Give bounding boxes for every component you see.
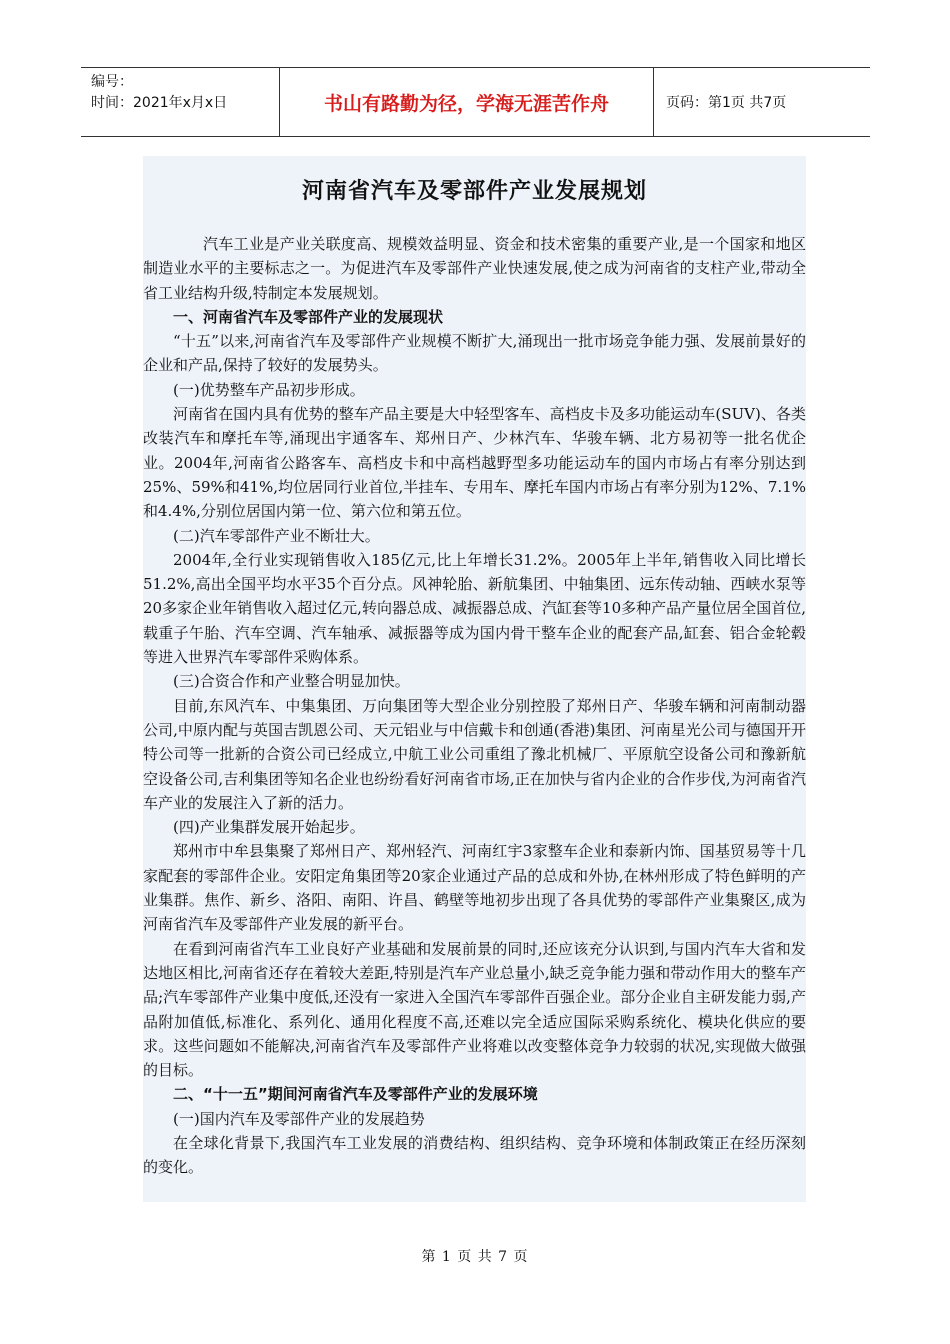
document-body	[143, 232, 806, 1180]
body-paragraph: 在看到河南省汽车工业良好产业基础和发展前景的同时,还应该充分认识到,与国内汽车大省和发达地区相比,河南省还存在着较大差距,特别是汽车产业总量小,缺乏竞争能力强和带动作用大的整车产品;汽车零部件产业集中度低,还没有一家进入全国汽车零部件百强企业。部分企业自主研发能力弱,产品附加值低,标准化、系列化、通用化程度不高,还难以完全适应国际采购系统化、模块化供应的要求。这些问题如不能解决,河南省汽车及零部件产业将难以改变整体竞争力较弱的状况,实现做大做强的目标。	[143, 939, 806, 1080]
date-label: 时间：2021年x月x日	[91, 95, 228, 111]
subsection-heading: (二)汽车零部件产业不断壮大。	[173, 526, 380, 545]
page-footer: 第 1 页 共 7 页	[421, 1249, 529, 1265]
body-paragraph: 河南省在国内具有优势的整车产品主要是大中轻型客车、高档皮卡及多功能运动车(SUV)、各类改装汽车和摩托车等,涌现出宇通客车、郑州日产、少林汽车、华骏车辆、北方易初等一批名优企业。2004年,河南省公路客车、高档皮卡和中高档越野型多功能运动车的国内市场占有率分别达到25%、59%和41%,均位居同行业首位,半挂车、专用车、摩托车国内市场占有率分别为12%、7.1%和4.4%,分别位居国内第一位、第六位和第五位。	[143, 405, 806, 521]
document-content	[143, 156, 806, 1202]
body-paragraph: 2004年,全行业实现销售收入185亿元,比上年增长31.2%。2005年上半年,销售收入同比增长51.2%,高出全国平均水平35个百分点。风神轮胎、新航集团、中轴集团、远东传动轴、西峡水泵等20多家企业年销售收入超过亿元,转向器总成、减振器总成、汽缸套等10多种产品产量位居全国首位,载重子午胎、汽车空调、汽车轴承、减振器等成为国内骨干整车企业的配套产品,缸套、铝合金轮毂等进入世界汽车零部件采购体系。	[143, 550, 806, 667]
subsection-heading: (一)国内汽车及零部件产业的发展趋势	[173, 1109, 425, 1128]
page-number-label: 页码：第1页 共7页	[666, 95, 787, 111]
document-title: 河南省汽车及零部件产业发展规划	[301, 179, 647, 204]
body-paragraph: 目前,东风汽车、中集集团、万向集团等大型企业分别控股了郑州日产、华骏车辆和河南制动器公司,中原内配与英国吉凯恩公司、天元铝业与中信戴卡和创通(香港)集团、河南星光公司与德国开开特公司等一批新的合资公司已经成立,中航工业公司重组了豫北机械厂、平原航空设备公司和豫新航空设备公司,吉利集团等知名企业也纷纷看好河南省市场,正在加快与省内企业的合作步伐,为河南省汽车产业的发展注入了新的活力。	[143, 696, 806, 812]
section-heading-2: 二、“十一五”期间河南省汽车及零部件产业的发展环境	[173, 1085, 538, 1104]
section-heading-1: 一、河南省汽车及零部件产业的发展现状	[173, 307, 444, 326]
subsection-heading: (三)合资合作和产业整合明显加快。	[173, 672, 410, 691]
body-paragraph: 郑州市中牟县集聚了郑州日产、郑州轻汽、河南红宇3家整车企业和泰新内饰、国基贸易等十几家配套的零部件企业。安阳定角集团等20家企业通过产品的总成和外协,在林州形成了特色鲜明的产业集群。焦作、新乡、洛阳、南阳、许昌、鹤壁等地初步出现了各具优势的零部件产业集聚区,成为河南省汽车及零部件产业发展的新平台。	[143, 842, 806, 934]
motto-text: 书山有路勤为径，学海无涯苦作舟	[323, 92, 609, 115]
header-page-cell	[654, 68, 870, 136]
header-motto-cell	[280, 68, 654, 136]
header-meta-cell	[81, 68, 280, 136]
body-paragraph: “十五”以来,河南省汽车及零部件产业规模不断扩大,涌现出一批市场竞争能力强、发展前景好的企业和产品,保持了较好的发展势头。	[143, 332, 806, 375]
subsection-heading: (一)优势整车产品初步形成。	[173, 380, 365, 399]
header-table	[81, 67, 870, 137]
intro-paragraph: 汽车工业是产业关联度高、规模效益明显、资金和技术密集的重要产业,是一个国家和地区制造业水平的主要标志之一。为促进汽车及零部件产业快速发展,使之成为河南省的支柱产业,带动全省工业结构升级,特制定本发展规划。	[143, 235, 806, 302]
serial-number-label: 编号：	[91, 74, 133, 90]
body-paragraph: 在全球化背景下,我国汽车工业发展的消费结构、组织结构、竞争环境和体制政策正在经历深刻的变化。	[143, 1133, 806, 1177]
subsection-heading: (四)产业集群发展开始起步。	[173, 818, 365, 837]
